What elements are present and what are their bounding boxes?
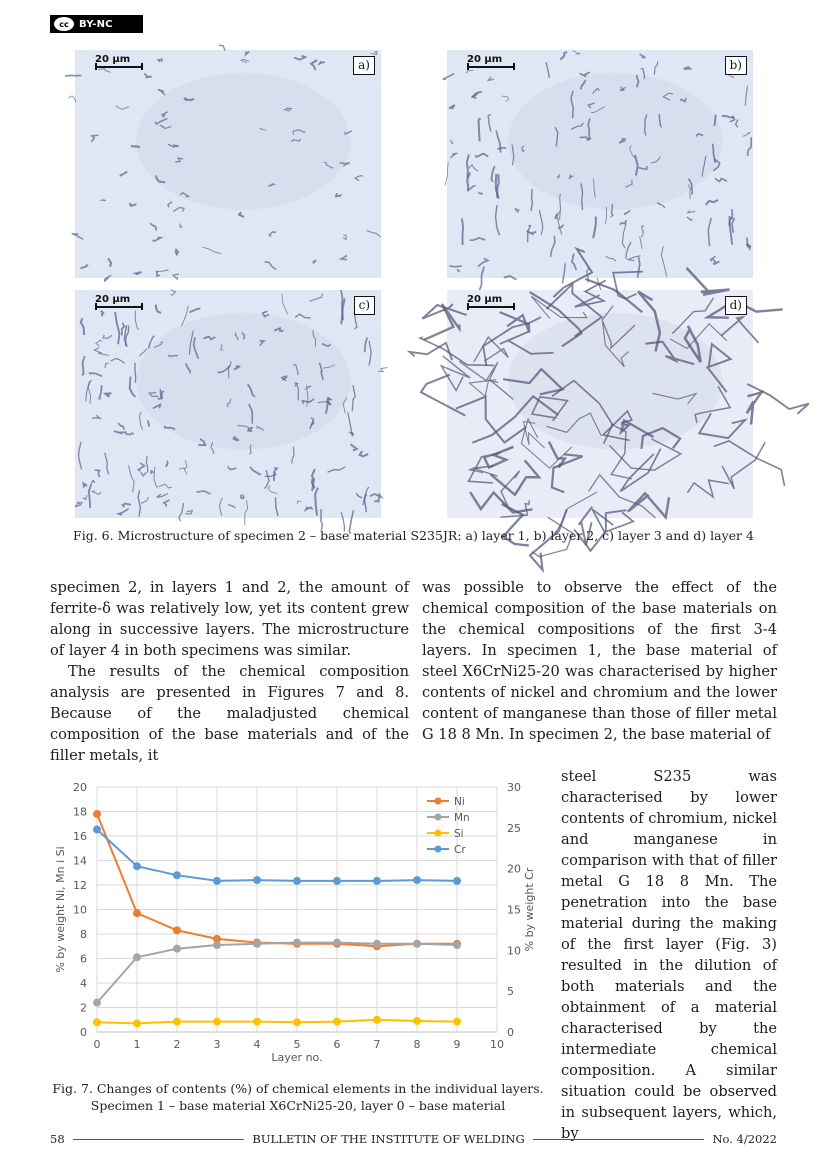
y-tick-label: 20 (73, 781, 87, 794)
data-point-si (373, 1016, 381, 1024)
x-tick-label: 8 (413, 1038, 421, 1051)
y2-tick-label: 25 (507, 821, 521, 835)
y2-tick-label: 0 (507, 1026, 514, 1039)
figure7-caption (50, 1080, 546, 1114)
data-point-ni (93, 810, 101, 818)
x-tick-label: 10 (490, 1038, 504, 1051)
micrograph-texture (75, 50, 381, 278)
data-point-ni (133, 909, 141, 917)
x-axis-label: Layer no. (271, 1051, 323, 1064)
micrograph-texture (75, 290, 381, 518)
y-tick-label: 18 (73, 805, 87, 819)
y2-tick-label: 20 (507, 862, 521, 876)
right-column-bottom (561, 766, 777, 1144)
figure6-caption: Fig. 6. Microstructure of specimen 2 – base material S235JR: a) layer 1, b) layer 2, c) layer 3 and d) layer 4 (73, 528, 754, 543)
scale-bar (95, 54, 143, 68)
panel-label-a: a) (353, 56, 375, 75)
right-paragraph-1: was possible to observe the effect of the chemical composition of the base materials on the chemical compositions of the first 3-4 layers. In specimen 1, the base material of steel X6CrNi25-20 was characterised by higher contents of nickel and chromium and the lower content of manganese than those of filler metal G 18 8 Mn. In specimen 2, the base material of (422, 579, 777, 743)
micrograph-texture (447, 50, 753, 278)
data-point-mn (173, 945, 181, 953)
scale-bar (467, 54, 515, 68)
y-tick-label: 8 (80, 928, 87, 941)
legend-label-si: Si (454, 828, 464, 840)
data-point-mn (413, 940, 421, 948)
micrograph-texture (447, 290, 753, 518)
micrograph-a (75, 50, 381, 278)
y-tick-label: 6 (80, 952, 87, 966)
data-point-cr (373, 877, 381, 885)
chart-svg (50, 778, 536, 1073)
left-paragraph-1: specimen 2, in layers 1 and 2, the amount of ferrite-δ was relatively low, yet its content grew along in successive layers. The microstructure of layer 4 in both specimens was similar. (50, 579, 409, 659)
legend-label-mn: Mn (454, 812, 470, 824)
data-point-mn (213, 941, 221, 949)
legend-label-cr: Cr (454, 844, 466, 856)
y-tick-label: 0 (80, 1026, 87, 1039)
data-point-cr (453, 877, 461, 885)
data-point-si (293, 1018, 301, 1026)
journal-name: BULLETIN OF THE INSTITUTE OF WELDING (252, 1132, 525, 1146)
panel-label-b: b) (725, 56, 747, 75)
x-tick-label: 1 (133, 1038, 141, 1051)
data-point-si (333, 1018, 341, 1026)
y-axis-label: % by weight Ni, Mn i Si (54, 846, 67, 973)
y2-tick-label: 15 (507, 903, 521, 917)
data-point-cr (413, 876, 421, 884)
data-point-cr (213, 877, 221, 885)
data-point-mn (373, 940, 381, 948)
micrograph-b (447, 50, 753, 278)
x-tick-label: 5 (293, 1038, 301, 1051)
y2-tick-label: 5 (507, 985, 514, 999)
x-tick-label: 4 (253, 1038, 261, 1051)
y-tick-label: 10 (73, 903, 87, 917)
data-point-mn (293, 939, 301, 947)
data-point-cr (253, 876, 261, 884)
y-tick-label: 2 (80, 1001, 87, 1015)
page-footer (50, 1132, 777, 1146)
data-point-cr (93, 825, 101, 833)
y2-axis-label: % by weight Cr (523, 867, 536, 952)
scale-bar (95, 294, 143, 308)
figure7-caption-line2: Specimen 1 – base material X6CrNi25-20, layer 0 – base material (90, 1098, 506, 1113)
y2-tick-label: 10 (507, 944, 521, 958)
cc-icon: cc (54, 17, 74, 31)
left-column (50, 577, 409, 766)
data-point-si (413, 1017, 421, 1025)
legend-marker-mn (435, 814, 442, 821)
data-point-cr (133, 862, 141, 870)
issue-number: No. 4/2022 (712, 1132, 777, 1146)
right-column-top (422, 577, 777, 745)
data-point-si (253, 1018, 261, 1026)
x-tick-label: 7 (373, 1038, 381, 1051)
data-point-si (173, 1018, 181, 1026)
data-point-si (93, 1018, 101, 1026)
license-badge (50, 15, 143, 33)
legend-marker-ni (435, 798, 442, 805)
data-point-mn (133, 953, 141, 961)
x-tick-label: 6 (333, 1038, 341, 1051)
data-point-si (133, 1019, 141, 1027)
series-line-cr (97, 829, 457, 880)
series-line-mn (97, 943, 457, 1003)
scale-text: 20 μm (467, 294, 503, 305)
y-tick-label: 16 (73, 830, 87, 843)
legend-marker-cr (435, 846, 442, 853)
series-line-si (97, 1020, 457, 1024)
scale-text: 20 μm (95, 294, 131, 305)
data-point-cr (293, 877, 301, 885)
data-point-mn (93, 999, 101, 1007)
data-point-si (453, 1018, 461, 1026)
data-point-cr (173, 871, 181, 879)
figure7-chart (50, 778, 536, 1073)
y2-tick-label: 30 (507, 781, 521, 794)
data-point-ni (173, 926, 181, 934)
data-point-mn (333, 939, 341, 947)
left-paragraph-2: The results of the chemical composition analysis are presented in Figures 7 and 8. Because of the maladjusted chemical composition of the base materials and of the filler metals, it (50, 663, 409, 764)
panel-label-d: d) (725, 296, 747, 315)
micrograph-c (75, 290, 381, 518)
micrograph-d (447, 290, 753, 518)
license-text: BY-NC (79, 18, 113, 30)
page-number: 58 (50, 1132, 65, 1146)
figure7-caption-line1: Fig. 7. Changes of contents (%) of chemical elements in the individual layers. (52, 1081, 544, 1096)
data-point-si (213, 1018, 221, 1026)
y-tick-label: 12 (73, 879, 87, 892)
data-point-mn (453, 941, 461, 949)
x-tick-label: 0 (93, 1038, 101, 1051)
scale-text: 20 μm (467, 54, 503, 65)
right-paragraph-2: steel S235 was characterised by lower contents of chromium, nickel and manganese in comparison with that of filler metal G 18 8 Mn. The penetration into the base material during the making of the first layer (Fig. 3) resulted in the dilution of both materials and the obtainment of a material characterised by the intermediate chemical composition. A similar situation could be observed in subsequent layers, which, by (561, 768, 777, 1142)
y-tick-label: 4 (80, 977, 87, 990)
x-tick-label: 9 (453, 1038, 461, 1051)
scale-bar (467, 294, 515, 308)
x-tick-label: 2 (173, 1038, 181, 1051)
panel-label-c: c) (354, 296, 375, 315)
x-tick-label: 3 (213, 1038, 221, 1051)
data-point-mn (253, 940, 261, 948)
y-tick-label: 14 (73, 854, 87, 868)
legend-label-ni: Ni (454, 796, 465, 808)
legend-marker-si (435, 830, 442, 837)
scale-text: 20 μm (95, 54, 131, 65)
data-point-cr (333, 877, 341, 885)
